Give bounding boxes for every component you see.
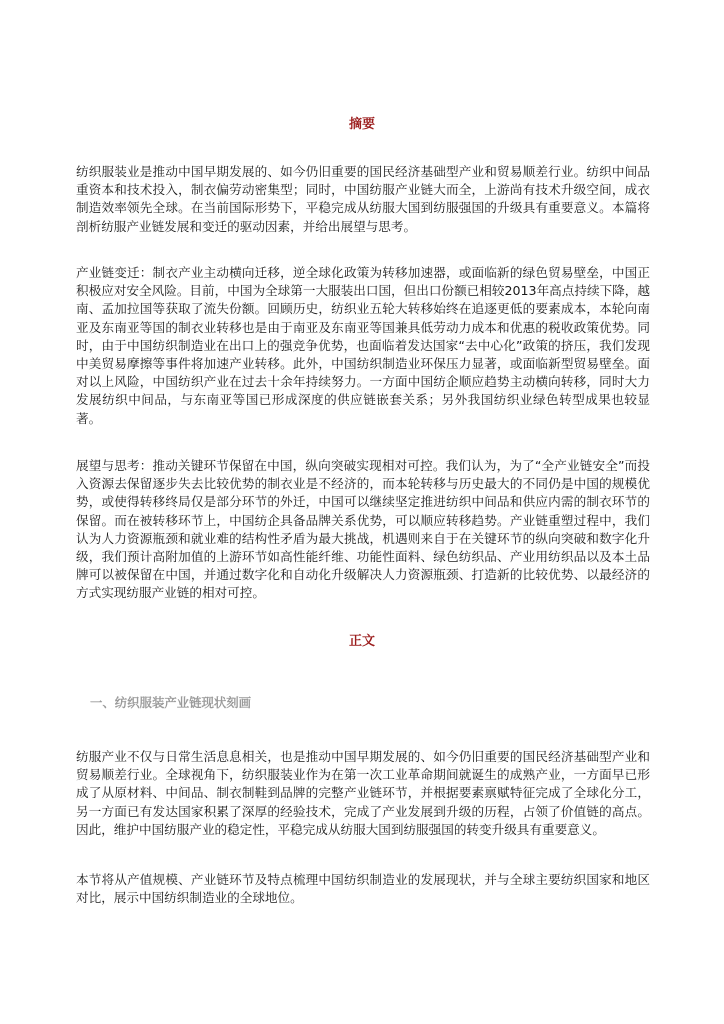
abstract-heading: 摘要 [348, 117, 375, 132]
body-paragraph-section-plan: 本节将从产值规模、产业链环节及特点梳理中国纺织制造业的发展现状，并与全球主要纺织国家和地区对比，展示中国纺织制造业的全球地位。 [76, 872, 650, 906]
body-heading: 正文 [348, 634, 375, 649]
section-title: 一、纺织服装产业链现状刻画 [90, 695, 252, 710]
body-paragraph-overview: 纺服产业不仅与日常生活息息相关，也是推动中国早期发展的、如今仍旧重要的国民经济基础型产业和贸易顺差行业。全球视角下，纺织服装业作为在第一次工业革命期间就诞生的成熟产业，一方面早已形成了从原材料、中间品、制衣制鞋到品牌的完整产业链环节，并根据要素禀赋特征完成了全球化分工，另一方面已有发达国家积累了深厚的经验技术，完成了产业发展到升级的历程，占领了价值链的高点。因此，维护中国纺服产业的稳定性，平稳完成从纺服大国到纺服强国的转变升级具有重要意义。 [76, 749, 650, 837]
abstract-paragraph-industry-shift: 产业链变迁：制衣产业主动横向迁移，逆全球化政策为转移加速器，或面临新的绿色贸易壁垒，中国正积极应对安全风险。目前，中国为全球第一大服装出口国，但出口份额已相较2013年高点持续下降，越南、孟加拉国等获取了流失份额。回顾历史，纺织业五轮大转移始终在追逐更低的要素成本，本轮向南亚及东南亚等国的制衣业转移也是由于南亚及东南亚等国兼具低劳动力成本和优惠的税收政策优势。同时，由于中国纺织制造业在出口上的强竞争优势，也面临着发达国家“去中心化”政策的挤压，我们发现中美贸易摩擦等事件将加速产业转移。此外，中国纺织制造业环保压力显著，或面临新型贸易壁垒。面对以上风险，中国纺织产业在过去十余年持续努力。一方面中国纺企顺应趋势主动横向转移，同时大力发展纺织中间品，与东南亚等国已形成深度的供应链嵌套关系；另外我国纺织业绿色转型成果也较显著。 [76, 265, 650, 426]
abstract-paragraph-intro: 纺织服装业是推动中国早期发展的、如今仍旧重要的国民经济基础型产业和贸易顺差行业。纺织中间品重资本和技术投入，制衣偏劳动密集型；同时，中国纺服产业链大而全，上游尚有技术升级空间，成衣制造效率领先全球。在当前国际形势下，平稳完成从纺服大国到纺服强国的升级具有重要意义。本篇将剖析纺服产业链发展和变迁的驱动因素，并给出展望与思考。 [76, 164, 650, 234]
abstract-paragraph-outlook: 展望与思考：推动关键环节保留在中国，纵向突破实现相对可控。我们认为，为了“全产业链安全”而投入资源去保留逐步失去比较优势的制衣业是不经济的，而本轮转移与历史最大的不同仍是中国的规模优势，或使得转移终局仅是部分环节的外迁，中国可以继续坚定推进纺织中间品和供应内需的制衣环节的保留。而在被转移环节上，中国纺企具备品牌关系优势，可以顺应转移趋势。产业链重塑过程中，我们认为人力资源瓶颈和就业难的结构性矛盾为最大挑战，机遇则来自于在关键环节的纵向突破和数字化升级，我们预计高附加值的上游环节如高性能纤维、功能性面料、绿色纺织品、产业用纺织品以及本土品牌可以被保留在中国，并通过数字化和自动化升级解决人力资源瓶颈、打造新的比较优势、以最经济的方式实现纺服产业链的相对可控。 [76, 458, 650, 601]
